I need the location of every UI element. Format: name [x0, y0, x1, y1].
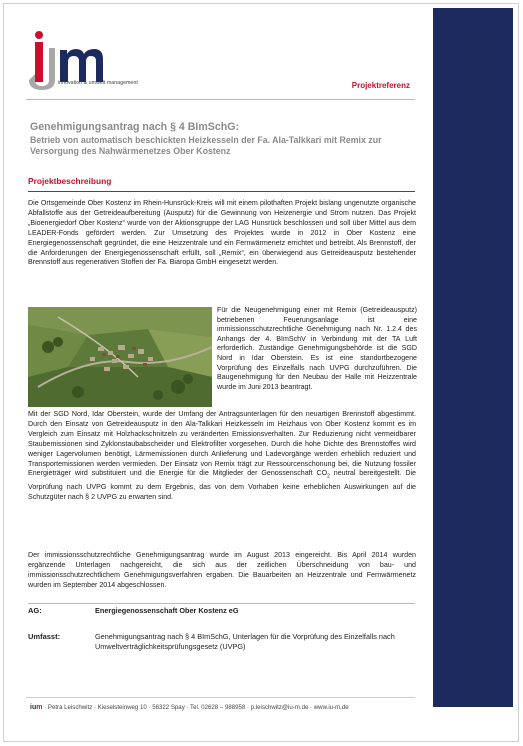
- co2-subscript: 2: [327, 473, 330, 480]
- ag-label: AG:: [28, 606, 42, 615]
- ag-value: Energiegenossenschaft Ober Kostenz eG: [95, 606, 239, 615]
- section-divider: [28, 191, 415, 192]
- umfasst-label: Umfasst:: [28, 632, 61, 641]
- footer-brand-iu: iu: [30, 704, 37, 711]
- footer-brand-m: m: [36, 704, 43, 711]
- footer-divider: [26, 697, 415, 698]
- paragraph-coordination-part2: neutral bereitgestellt. Die Vorprüfung nach UVPG kommt zu dem Ergebnis, das von dem Vorhaben keine erheblichen Auswirkungen auf die Schutzgüter nach § 2 UVPG zu erwarten sind.: [28, 469, 416, 501]
- aerial-village-photo: [28, 307, 212, 407]
- paragraph-coordination-part1: Mit der SGD Nord, Idar Oberstein, wurde der Umfang der Antragsunterlagen für den neuartigen Brennstoff abgestimmt. Durch den Einsatz von Getreideausputz in den Ala-Talkkari Heizkesseln im Heizhaus von Ober Kostenz kommt es im Vergleich zum Einsatz mit Holzhackschnitzeln zu veränderten Emissionsverhalten. Zur Reduzierung nicht vermeidbarer Staubemissionen sind Zyklonstaubabscheider und Elektrofilter vorgesehen. Durch die hohe Dichte des Brennstoffes wird weniger Lagervolumen benötigt, Lärmemissionen durch Anlieferung und Ladevorgänge werden erheblich reduziert und Transportemissionen werden vermieden. Der Einsatz von Remix trägt zur Ressourcenschonung bei, die Nutzung fossiler Energieträger wird substituiert und die Energie für die Mitglieder der Genossenschaft CO: [28, 410, 416, 478]
- logo-text: ium: [36, 26, 38, 27]
- navy-sidebar-band: [433, 8, 513, 707]
- umfasst-value: Genehmigungsantrag nach § 4 BImSchG, Unterlagen für die Vorprüfung des Einzelfalls nach Umweltverträglichkeitsprüfungsgesetz (UVPG): [95, 632, 395, 651]
- section-heading: Projektbeschreibung: [28, 176, 112, 186]
- document-title: Genehmigungsantrag nach § 4 BImSchG:: [30, 121, 239, 133]
- document-subtitle: Betrieb von automatisch beschickten Heizkesseln der Fa. Ala-Talkkari mit Remix zur Versorgung des Nahwärmenetzes Ober Kostenz: [30, 135, 382, 156]
- footer-contact: · Petra Leischwitz · Kieselsteinweg 10 · 56322 Spay · Tel. 02628 – 988958 · p.leischwitz@iu-m.de · www.iu-m.de: [44, 704, 349, 711]
- header-divider: [26, 99, 415, 100]
- paragraph-timeline: Der immissionsschutzrechtliche Genehmigungsantrag wurde im August 2013 eingereicht. Bis April 2014 wurden ergänzende Unterlagen nachgereicht, die sich aus der zeitlichen Überschneidung von bau- und immissionsschutzrechtlichem Genehmigungsverfahren ergaben. Die Bauarbeiten an Heizzentrale und Fernwärmenetz wurden im September 2014 abgeschlossen.: [28, 551, 416, 589]
- facts-divider: [28, 603, 415, 604]
- reference-label: Projektreferenz: [351, 81, 410, 90]
- paragraph-approval: Für die Neugenehmigung einer mit Remix (Getreideausputz) betriebenen Feuerungsanlage ist eine immissionsschutzrechtliche Genehmigung nach Nr. 1.2.4 des Anhangs der 4. BImSchV in Verbindung mit der TA Luft erforderlich. Zuständige Genehmigungsbehörde ist die SGD Nord in Idar Oberstein. Es ist eine standortbezogene Vorprüfung des Einzelfalls nach UVPG durchzuführen. Die Baugenehmigung für den Neubau der Halle mit Heizzentrale wurde im Juni 2013 beantragt.: [217, 306, 417, 391]
- paragraph-coordination: [28, 410, 416, 503]
- footer: [30, 704, 349, 711]
- logo-tagline: innovation & umwelt management: [58, 80, 138, 86]
- footer-brand: [30, 704, 42, 711]
- paragraph-intro: Die Ortsgemeinde Ober Kostenz im Rhein-Hunsrück-Kreis will mit einem pilothaften Projekt bislang ungenutzte organische Abfallstoffe aus der Getreideaufbereitung (Ausputz) für die Gewinnung von Heizenergie und Strom nutzen. Das Projekt „Bioenergiedorf Ober Kostenz“ wurde von der Aktionsgruppe der LAG Hunsrück beschlossen und soll über Mittel aus dem LEADER-Fonds gefördert werden. Zur Umsetzung des Projektes wurde in 2012 in Ober Kostenz eine Energiegenossenschaft gegründet, die eine Heizzentrale und ein Fernwärmenetz errichtet und betreibt. Als Brennstoff, der die Anforderungen der Energiegenossenschaft erfüllt, soll „Remix“, ein überwiegend aus Getreideausputz bestehender Brennstoff aus regenerativen Stoffen der Fa. Biaropa GmbH eingesetzt werden.: [28, 199, 416, 267]
